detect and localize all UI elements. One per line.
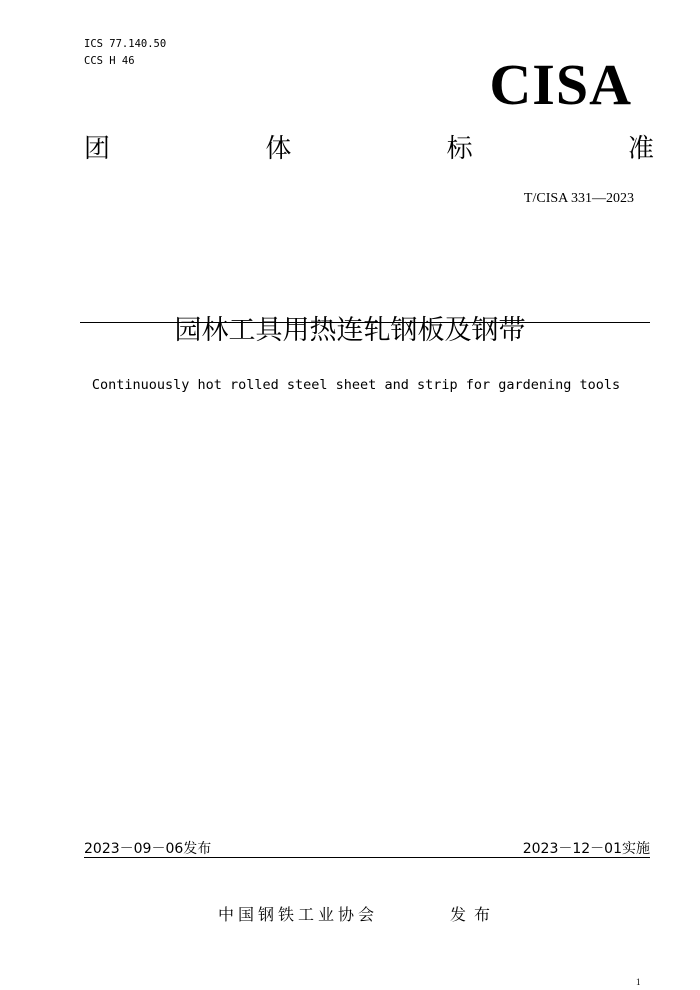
publisher: 中国钢铁工业协会 [218,905,379,924]
document-title-en: Continuously hot rolled steel sheet and strip for gardening tools [91,377,621,393]
date-rule [84,857,650,858]
publish-label: 发布 [450,905,499,924]
ccs-code: CCS H 46 [84,55,135,67]
standard-type [84,136,654,162]
issue-date: 2023－09－06发布 [84,841,212,857]
standard-type-char: 团 [84,134,111,164]
classification-codes [84,36,166,70]
ics-code: ICS 77.140.50 [84,38,167,50]
cisa-logo: CISA [489,52,632,117]
implement-date: 2023－12－01实施 [522,841,650,857]
document-title-cn: 园林工具用热连轧钢板及钢带 [174,315,526,346]
standard-code: T/CISA 331—2023 [523,191,634,206]
standard-type-char: 标 [446,134,473,164]
standard-type-char: 准 [627,134,654,164]
page-number: 1 [636,977,641,987]
standard-type-char: 体 [265,134,292,164]
